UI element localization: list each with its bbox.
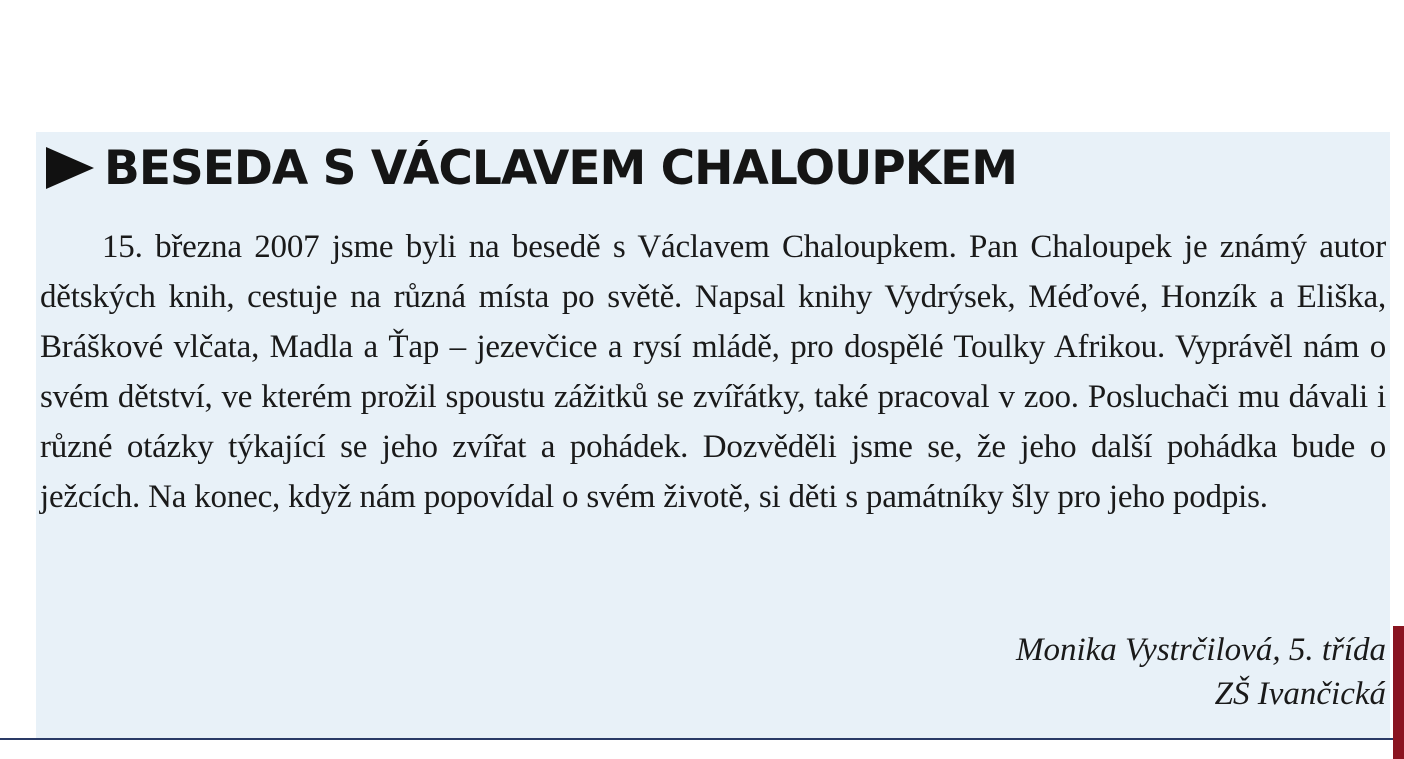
article-body: 15. března 2007 jsme byli na besedě s Václavem Chaloupkem. Pan Chaloupek je známý autor dětských knih, cestuje na různá místa po světě. Napsal knihy Vydrýsek, Méďové, Honzík a Eliška, Bráškové vlčata, Madla a Ťap – jezevčice a rysí mládě, pro dospělé Toulky Afrikou. Vyprávěl nám o svém dětství, ve kterém prožil spoustu zážitků se zvířátky, také pracoval v zoo. Posluchači mu dávali i různé otázky týkající se jeho zvířat a pohádek. Dozvěděli jsme se, že jeho další pohádka bude o ježcích. Na konec, když nám popovídal o svém životě, si děti s památníky šly pro jeho podpis. [40,229,1386,515]
triangle-bullet-icon [46,147,94,189]
bottom-divider [0,738,1404,740]
article-heading [46,136,1346,200]
article-signature [1016,628,1386,716]
article-title: BESEDA S VÁCLAVEM CHALOUPKEM [104,140,1017,196]
school-line: ZŠ Ivančická [1214,676,1386,712]
author-line: Monika Vystrčilová, 5. třída [1016,632,1386,668]
page-edge-marker [1393,626,1404,759]
